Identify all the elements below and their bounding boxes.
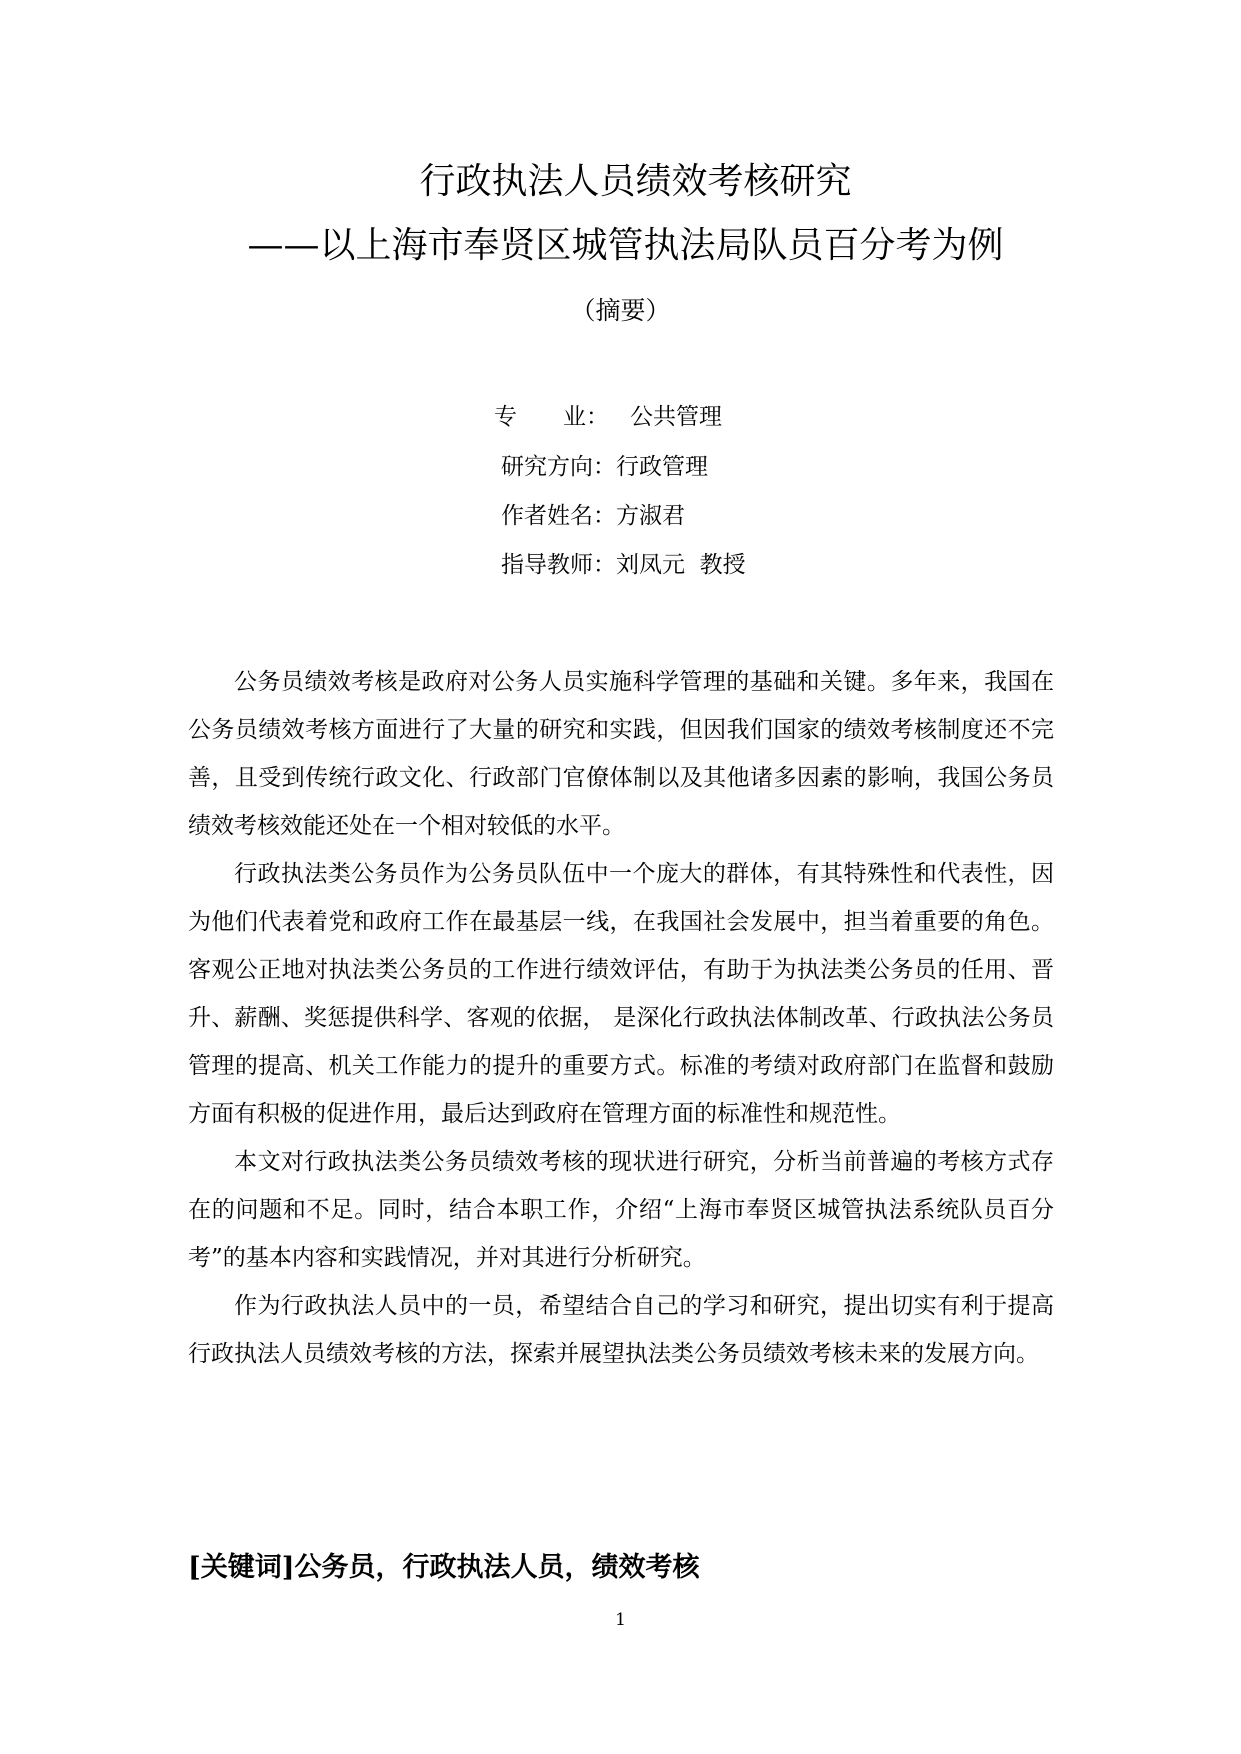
- abstract-paragraph: 本文对行政执法类公务员绩效考核的现状进行研究，分析当前普遍的考核方式存在的问题和不足。同时，结合本职工作，介绍“上海市奉贤区城管执法系统队员百分考”的基本内容和实践情况，并对其进行分析研究。: [188, 1149, 1054, 1271]
- meta-author-label: 作者姓名：: [501, 503, 616, 529]
- keywords: [关键词]公务员，行政执法人员，绩效考核: [188, 1552, 700, 1583]
- meta-direction-value: 行政管理: [616, 454, 708, 480]
- meta-author: [501, 500, 685, 532]
- meta-author-value: 方淑君: [616, 503, 685, 529]
- abstract-label: （摘要）: [570, 296, 671, 325]
- abstract-paragraph: 行政执法类公务员作为公务员队伍中一个庞大的群体，有其特殊性和代表性，因为他们代表着党和政府工作在最基层一线，在我国社会发展中，担当着重要的角色。客观公正地对执法类公务员的工作进行绩效评估，有助于为执法类公务员的任用、晋升、薪酬、奖惩提供科学、客观的依据， 是深化行政执法体制改革、行政执法公务员管理的提高、机关工作能力的提升的重要方式。标准的考绩对政府部门在监督和鼓励方面有积极的促进作用，最后达到政府在管理方面的标准性和规范性。: [188, 861, 1054, 1127]
- abstract-paragraph: 公务员绩效考核是政府对公务人员实施科学管理的基础和关键。多年来，我国在公务员绩效考核方面进行了大量的研究和实践，但因我们国家的绩效考核制度还不完善，且受到传统行政文化、行政部门官僚体制以及其他诸多因素的影响，我国公务员绩效考核效能还处在一个相对较低的水平。: [188, 669, 1054, 839]
- document-title: 行政执法人员绩效考核研究: [419, 161, 852, 202]
- document-subtitle: ——以上海市奉贤区城管执法局队员百分考为例: [247, 225, 1004, 266]
- abstract-body: [188, 658, 1054, 1378]
- meta-advisor-label: 指导教师：: [501, 552, 616, 578]
- page-number: 1: [615, 1610, 626, 1630]
- meta-major-label: 专 业：: [494, 404, 609, 430]
- meta-advisor-value: 刘凤元 教授: [616, 552, 746, 578]
- meta-direction-label: 研究方向：: [501, 454, 616, 480]
- meta-major: [494, 401, 722, 433]
- meta-direction: [501, 451, 708, 483]
- meta-advisor: [501, 549, 746, 581]
- abstract-paragraph: 作为行政执法人员中的一员，希望结合自己的学习和研究，提出切实有利于提高行政执法人员绩效考核的方法，探索并展望执法类公务员绩效考核未来的发展方向。: [188, 1293, 1054, 1367]
- meta-major-value: 公共管理: [630, 404, 722, 430]
